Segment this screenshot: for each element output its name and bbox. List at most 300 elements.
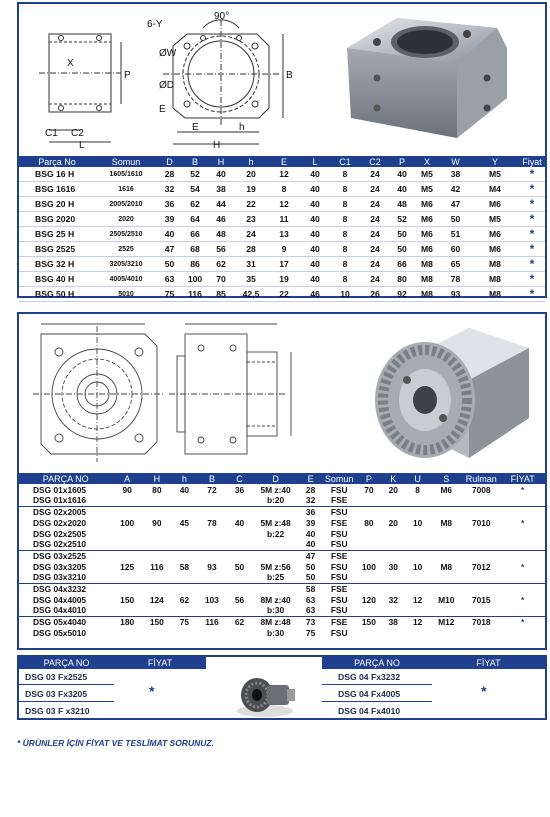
bsg-cell-x: M6: [414, 212, 440, 227]
dsg-cell-fiyat: [500, 572, 545, 583]
dsg-cell-d: 5M z:40: [260, 484, 291, 495]
bsg-cell-w: 60: [440, 242, 471, 257]
dsg-cell-e: 63: [305, 605, 316, 616]
dsg-cell-k: [382, 528, 405, 539]
f-left-fiyat: *: [149, 683, 155, 699]
dsg-table-row: [19, 572, 545, 583]
dsg-cell-d: b:30: [266, 627, 285, 638]
dsg-table-row: [19, 484, 545, 495]
bsg-col-header: Y: [471, 156, 519, 167]
dsg-cell-fiyat: *: [521, 484, 525, 495]
dsg-cell-p: 100: [361, 561, 376, 572]
bsg-cell-b: 64: [182, 212, 208, 227]
bsg-col-header: Parça No: [19, 156, 95, 167]
label-w: ØW: [159, 48, 177, 59]
dsg-cell-somun: FSU: [322, 506, 356, 517]
dsg-cell-somun: FSE: [331, 517, 348, 528]
dsg-cell-k: [382, 539, 405, 550]
bsg-cell-somun: 2525: [95, 242, 157, 257]
dsg-cell-somun: FSU: [330, 484, 348, 495]
dsg-table-row: [19, 627, 545, 638]
bsg-cell-e: 12: [268, 197, 300, 212]
dsg-cell-p: 120: [361, 594, 376, 605]
bsg-cell-no: BSG 2525: [19, 242, 95, 257]
dsg-cell-p: 70: [364, 484, 374, 495]
bsg-cell-e: 19: [268, 272, 300, 287]
bsg-cell-b: 68: [182, 242, 208, 257]
dsg-cell-s: [430, 506, 462, 517]
bsg-cell-l: 46: [300, 287, 330, 302]
dsg-col-header: h: [172, 473, 197, 484]
dsg-cell-c: [227, 627, 252, 638]
bsg-col-header: X: [414, 156, 440, 167]
bsg-cell-c1: 8: [330, 212, 360, 227]
dsg-col-header: S: [430, 473, 462, 484]
dsg-cell-rulman: [462, 539, 500, 550]
dsg-cell-part: DSG 01x1616: [33, 495, 87, 506]
bsg-cell-p: 66: [390, 257, 414, 272]
bsg-cell-h: 48: [208, 227, 234, 242]
dsg-cell-rulman: [462, 572, 500, 583]
dsg-col-header: E: [299, 473, 322, 484]
bsg-cell-p: 48: [390, 197, 414, 212]
bsg-cell-l: 40: [300, 212, 330, 227]
bsg-cell-p: 80: [390, 272, 414, 287]
dsg-cell-h: [142, 605, 172, 616]
dsg-cell-s: [430, 528, 462, 539]
dsg-table-row: [19, 550, 545, 561]
dsg-cell-k: [382, 550, 405, 561]
dsg-cell-s: [430, 627, 462, 638]
bsg-cell-c2: 26: [360, 287, 390, 302]
dsg-cell-a: 100: [120, 517, 135, 528]
bsg-cell-h: 46: [208, 212, 234, 227]
bsg-cell-fiyat: *: [519, 197, 545, 212]
dsg-cell-u: [405, 605, 430, 616]
dsg-cell-rulman: [462, 583, 500, 594]
dsg-cell-k: [382, 572, 405, 583]
dsg-table-row: [19, 506, 545, 517]
bsg-cell-fiyat: *: [519, 182, 545, 197]
bsg-cell-d: 39: [157, 212, 182, 227]
dsg-cell-h: 58: [179, 561, 190, 572]
bsg-cell-w: 65: [440, 257, 471, 272]
bsg-cell-p: 50: [390, 242, 414, 257]
bsg-cell-b: 86: [182, 257, 208, 272]
dsg-cell-e: 40: [305, 528, 316, 539]
bsg-cell-x: M6: [414, 242, 440, 257]
label-angle: 90°: [214, 11, 230, 22]
bsg-cell-c2: 24: [360, 242, 390, 257]
dsg-cell-u: [405, 550, 430, 561]
dsg-cell-rulman: 7010: [471, 517, 491, 528]
dsg-cell-fiyat: [500, 550, 545, 561]
bsg-cell-p: 52: [390, 212, 414, 227]
dsg-cell-fiyat: *: [521, 594, 525, 605]
dsg-cell-u: 8: [415, 484, 420, 495]
dsg-cell-rulman: [462, 550, 500, 561]
bsg-cell-c2: 24: [360, 257, 390, 272]
dsg-cell-c: 56: [234, 594, 245, 605]
bsg-cell-b: 116: [182, 287, 208, 302]
dsg-table-header: [19, 473, 545, 484]
dsg-col-header: PARÇA NO: [19, 473, 112, 484]
dsg-cell-s: [430, 572, 462, 583]
dsg-cell-part: DSG 02x2020: [33, 517, 87, 528]
dsg-cell-somun: FSE: [331, 495, 348, 506]
f-right-part: DSG 04 Fx4010: [322, 704, 432, 719]
dsg-technical-drawing: [29, 316, 319, 470]
dsg-cell-rulman: 7012: [471, 561, 491, 572]
bsg-cell-no: BSG 16 H: [19, 167, 95, 182]
dsg-cell-h: [142, 495, 172, 506]
bsg-col-header: E: [268, 156, 300, 167]
bsg-cell-x: M6: [414, 227, 440, 242]
dsg-cell-d: 5M z:56: [260, 561, 291, 572]
label-e: E: [192, 122, 199, 133]
dsg-cell-k: [382, 583, 405, 594]
dsg-cell-somun: FSE: [322, 583, 356, 594]
dsg-cell-part: DSG 03x2525: [19, 550, 112, 561]
dsg-f-panel: [17, 655, 547, 720]
dsg-cell-s: M10: [438, 594, 455, 605]
dsg-cell-a: 180: [112, 616, 142, 627]
bsg-cell-y: M8: [471, 287, 519, 302]
dsg-cell-s: [430, 539, 462, 550]
dsg-col-header: A: [112, 473, 142, 484]
dsg-cell-rulman: [462, 627, 500, 638]
bsg-cell-w: 51: [440, 227, 471, 242]
dsg-table-row: [19, 528, 545, 539]
dsg-cell-e: 32: [305, 495, 316, 506]
bsg-cell-d: 28: [157, 167, 182, 182]
dsg-col-header: K: [382, 473, 405, 484]
dsg-cell-h: [172, 495, 197, 506]
bsg-cell-d: 40: [157, 227, 182, 242]
f-left-part: DSG 03 Fx2525: [19, 670, 114, 685]
dsg-cell-somun: FSU: [330, 561, 348, 572]
dsg-cell-c: 62: [227, 616, 252, 627]
dsg-cell-d: [252, 550, 299, 561]
bsg-cell-h: 19: [234, 182, 268, 197]
bsg-cell-w: 38: [440, 167, 471, 182]
bsg-cell-fiyat: *: [519, 227, 545, 242]
bsg-table-header: [19, 156, 545, 167]
dsg-cell-u: 10: [412, 561, 423, 572]
bsg-cell-l: 40: [300, 242, 330, 257]
bsg-cell-w: 47: [440, 197, 471, 212]
bsg-cell-w: 78: [440, 272, 471, 287]
dsg-cell-rulman: [462, 506, 500, 517]
bsg-cell-h: 24: [234, 227, 268, 242]
dsg-cell-somun: FSU: [330, 627, 348, 638]
dsg-cell-c: 40: [234, 517, 245, 528]
bsg-cell-no: BSG 20 H: [19, 197, 95, 212]
dsg-cell-u: [405, 539, 430, 550]
bsg-cell-e: 11: [268, 212, 300, 227]
dsg-cell-b: 116: [197, 616, 227, 627]
bsg-cell-h: 56: [208, 242, 234, 257]
dsg-cell-h: [172, 572, 197, 583]
dsg-cell-d: 8M z:48: [252, 616, 299, 627]
dsg-cell-c: [227, 506, 252, 517]
dsg-cell-u: [405, 583, 430, 594]
bsg-cell-b: 66: [182, 227, 208, 242]
dsg-cell-u: [405, 627, 430, 638]
dsg-cell-a: [112, 605, 142, 616]
dsg-col-header: U: [405, 473, 430, 484]
bsg-cell-fiyat: *: [519, 257, 545, 272]
bsg-table-row: [19, 272, 545, 287]
dsg-cell-p: [356, 550, 381, 561]
dsg-spec-table: [19, 473, 545, 638]
dsg-cell-c: [227, 605, 252, 616]
dsg-cell-rulman: 7015: [471, 594, 491, 605]
dsg-cell-k: [382, 627, 405, 638]
dsg-cell-b: 72: [207, 484, 217, 495]
dsg-cell-a: [112, 495, 142, 506]
dsg-cell-c: [227, 572, 252, 583]
dsg-cell-h: 80: [152, 484, 162, 495]
dsg-cell-d: 8M z:40: [260, 594, 291, 605]
dsg-cell-c: [227, 539, 252, 550]
dsg-cell-fiyat: *: [500, 616, 545, 627]
bsg-table-row: [19, 257, 545, 272]
bsg-cell-no: BSG 25 H: [19, 227, 95, 242]
dsg-col-header: P: [356, 473, 381, 484]
dsg-cell-h: [172, 583, 197, 594]
dsg-table-row: [19, 517, 545, 528]
bsg-cell-somun: 4005/4010: [95, 272, 157, 287]
bsg-cell-x: M5: [414, 167, 440, 182]
dsg-cell-k: 32: [388, 594, 398, 605]
bsg-cell-l: 40: [300, 257, 330, 272]
dsg-cell-c: [227, 495, 252, 506]
bsg-cell-c2: 24: [360, 227, 390, 242]
bsg-cell-b: 62: [182, 197, 208, 212]
dsg-cell-fiyat: [500, 528, 545, 539]
dsg-cell-a: 90: [122, 484, 132, 495]
bsg-cell-h: 44: [208, 197, 234, 212]
f-left-part: DSG 03 Fx3205: [19, 687, 114, 702]
bsg-cell-y: M8: [471, 272, 519, 287]
bsg-cell-c1: 8: [330, 242, 360, 257]
dsg-cell-b: [197, 605, 227, 616]
dsg-cell-h: [142, 550, 172, 561]
bsg-cell-d: 32: [157, 182, 182, 197]
dsg-table-row: [19, 561, 545, 572]
bsg-cell-fiyat: *: [519, 212, 545, 227]
bsg-cell-h: 28: [234, 242, 268, 257]
bsg-cell-l: 40: [300, 227, 330, 242]
bsg-cell-b: 54: [182, 182, 208, 197]
bsg-cell-no: BSG 32 H: [19, 257, 95, 272]
dsg-cell-e: 58: [299, 583, 322, 594]
bsg-table-row: [19, 287, 545, 302]
dsg-table-row: [19, 539, 545, 550]
bsg-cell-h: 31: [234, 257, 268, 272]
dsg-cell-part: DSG 04x4010: [33, 605, 87, 616]
dsg-cell-part: DSG 02x2505: [33, 528, 87, 539]
dsg-cell-a: [112, 572, 142, 583]
bsg-cell-w: 50: [440, 212, 471, 227]
dsg-cell-somun: FSU: [330, 605, 348, 616]
dsg-cell-b: [197, 627, 227, 638]
bsg-cell-h: 20: [234, 167, 268, 182]
dsg-cell-h: [172, 528, 197, 539]
dsg-cell-p: 150: [356, 616, 381, 627]
dsg-cell-part: DSG 03x3210: [33, 572, 87, 583]
dsg-cell-s: M6: [440, 484, 453, 495]
bsg-col-header: C1: [330, 156, 360, 167]
dsg-cell-h: [142, 539, 172, 550]
dsg-cell-u: [405, 506, 430, 517]
bsg-cell-b: 100: [182, 272, 208, 287]
dsg-cell-u: 12: [405, 616, 430, 627]
dsg-cell-k: 30: [388, 561, 398, 572]
dsg-cell-c: [227, 550, 252, 561]
f-right-part: DSG 04 Fx3232: [322, 670, 432, 685]
bsg-cell-somun: 2020: [95, 212, 157, 227]
dsg-table-row: [19, 605, 545, 616]
bsg-cell-p: 50: [390, 227, 414, 242]
dsg-cell-b: [197, 539, 227, 550]
bsg-cell-h: 62: [208, 257, 234, 272]
dsg-col-header: Somun: [322, 473, 356, 484]
label-c1: C1: [45, 128, 58, 139]
dsg-cell-h: [172, 605, 197, 616]
dsg-cell-s: M8: [440, 561, 453, 572]
dsg-table-row: [19, 594, 545, 605]
bsg-cell-h: 38: [208, 182, 234, 197]
bsg-col-header: C2: [360, 156, 390, 167]
dsg-cell-d: b:25: [266, 572, 285, 583]
dsg-cell-e: 50: [305, 572, 316, 583]
bsg-cell-c1: 8: [330, 197, 360, 212]
dsg-cell-b: [197, 506, 227, 517]
label-h: h: [239, 122, 245, 133]
dsg-cell-k: [382, 506, 405, 517]
label-hh: H: [213, 140, 221, 150]
dsg-cell-p: [356, 495, 381, 506]
bsg-cell-b: 52: [182, 167, 208, 182]
f-product-photo: [231, 673, 299, 719]
dsg-col-header: H: [142, 473, 172, 484]
dsg-cell-c: [227, 528, 252, 539]
bsg-cell-c2: 24: [360, 272, 390, 287]
dsg-cell-c: [227, 583, 252, 594]
f-right-fiyat: *: [481, 683, 487, 699]
dsg-cell-s: M8: [440, 517, 453, 528]
bsg-cell-l: 40: [300, 182, 330, 197]
bsg-cell-d: 63: [157, 272, 182, 287]
dsg-cell-part: DSG 02x2005: [19, 506, 112, 517]
dsg-cell-p: [356, 583, 381, 594]
bsg-cell-l: 40: [300, 197, 330, 212]
dsg-cell-fiyat: [500, 605, 545, 616]
bsg-cell-c2: 24: [360, 182, 390, 197]
dsg-col-header: Rulman: [462, 473, 500, 484]
dsg-cell-u: [405, 528, 430, 539]
f-left-part: DSG 03 F x3210: [19, 704, 114, 719]
bsg-cell-e: 12: [268, 167, 300, 182]
dsg-cell-fiyat: [500, 506, 545, 517]
dsg-cell-fiyat: [500, 495, 545, 506]
dsg-cell-h: [172, 550, 197, 561]
bsg-cell-p: 40: [390, 167, 414, 182]
label-l: L: [79, 140, 85, 150]
label-c2: C2: [71, 128, 84, 139]
bsg-table-row: [19, 212, 545, 227]
bsg-cell-y: M5: [471, 212, 519, 227]
dsg-cell-b: 93: [207, 561, 217, 572]
dsg-cell-part: DSG 04x4005: [33, 594, 87, 605]
bsg-table-row: [19, 167, 545, 182]
dsg-cell-h: [172, 627, 197, 638]
dsg-cell-h: [142, 528, 172, 539]
dsg-cell-b: [197, 495, 227, 506]
dsg-cell-a: [112, 539, 142, 550]
dsg-cell-d: b:30: [266, 605, 285, 616]
bsg-cell-p: 92: [390, 287, 414, 302]
dsg-cell-h: [172, 539, 197, 550]
dsg-cell-h: 75: [172, 616, 197, 627]
bsg-cell-w: 42: [440, 182, 471, 197]
dsg-cell-e: 47: [299, 550, 322, 561]
dsg-cell-part: DSG 02x2510: [33, 539, 87, 550]
dsg-cell-b: [197, 550, 227, 561]
dsg-cell-somun: FSE: [322, 616, 356, 627]
dsg-cell-k: [382, 605, 405, 616]
dsg-cell-h: [142, 583, 172, 594]
bsg-cell-c2: 24: [360, 212, 390, 227]
dsg-cell-h: [142, 572, 172, 583]
bsg-cell-y: M6: [471, 242, 519, 257]
dsg-col-header: FİYAT: [500, 473, 545, 484]
bsg-cell-no: BSG 2020: [19, 212, 95, 227]
bsg-product-photo: [337, 8, 517, 150]
dsg-cell-h: [142, 627, 172, 638]
dsg-cell-somun: FSE: [322, 550, 356, 561]
dsg-cell-s: [430, 583, 462, 594]
dsg-cell-fiyat: [500, 583, 545, 594]
bsg-cell-p: 40: [390, 182, 414, 197]
dsg-cell-h: 90: [152, 517, 162, 528]
dsg-cell-b: [197, 583, 227, 594]
bsg-cell-x: M8: [414, 272, 440, 287]
bsg-cell-d: 36: [157, 197, 182, 212]
bsg-cell-c1: 8: [330, 257, 360, 272]
dsg-cell-a: 125: [120, 561, 135, 572]
f-right-part: DSG 04 Fx4005: [322, 687, 432, 702]
dsg-cell-rulman: [462, 495, 500, 506]
dsg-cell-a: [112, 550, 142, 561]
dsg-cell-e: 40: [305, 539, 316, 550]
dsg-cell-k: 20: [388, 484, 398, 495]
dsg-cell-b: [197, 572, 227, 583]
dsg-cell-e: 50: [305, 561, 316, 572]
dsg-cell-s: [430, 550, 462, 561]
bsg-cell-e: 9: [268, 242, 300, 257]
bsg-cell-d: 50: [157, 257, 182, 272]
f-header-part-right: PARÇA NO: [322, 657, 432, 669]
bsg-col-header: D: [157, 156, 182, 167]
dsg-cell-e: 73: [299, 616, 322, 627]
bsg-cell-y: M6: [471, 227, 519, 242]
bsg-col-header: Fiyat: [519, 156, 545, 167]
bsg-cell-e: 13: [268, 227, 300, 242]
bsg-cell-h: 22: [234, 197, 268, 212]
